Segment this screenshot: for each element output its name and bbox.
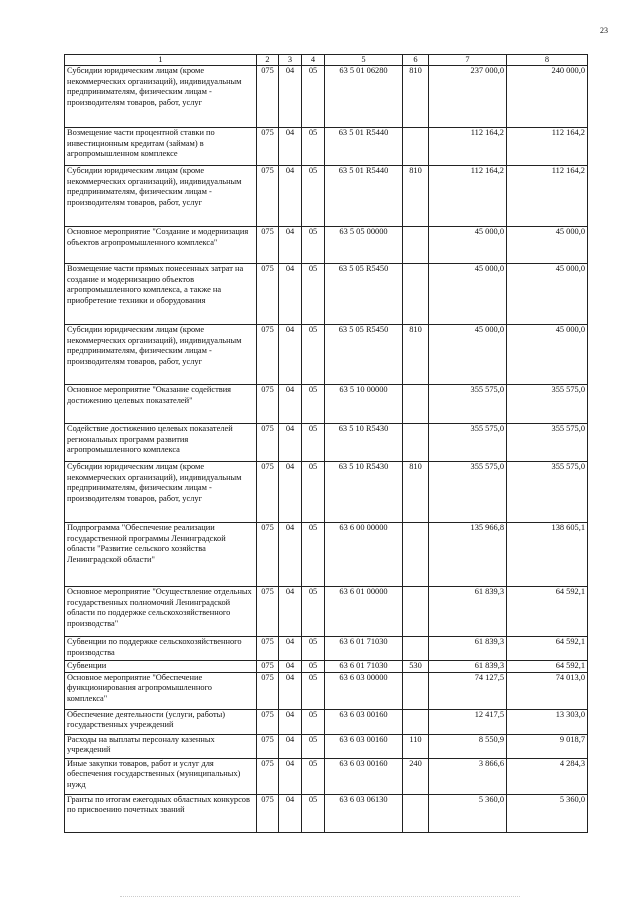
cell-description: Обеспечение деятельности (услуги, работы) государственных учреждений [65,709,257,734]
cell-amount-year-2: 355 575,0 [507,424,588,462]
cell-target-article: 63 5 10 00000 [325,385,403,424]
cell-amount-year-1: 45 000,0 [429,227,507,264]
cell-expense-type: 240 [403,758,429,794]
cell-section: 04 [279,385,302,424]
table-row [65,66,588,128]
cell-expense-type [403,128,429,166]
cell-amount-year-2: 355 575,0 [507,385,588,424]
header-col-8: 8 [507,55,588,66]
cell-subsection: 05 [302,264,325,325]
cell-amount-year-1: 355 575,0 [429,462,507,523]
cell-target-article: 63 6 03 06130 [325,794,403,832]
table-row [65,462,588,523]
cell-expense-type: 810 [403,166,429,227]
cell-section: 04 [279,166,302,227]
cell-amount-year-1: 74 127,5 [429,672,507,709]
header-col-4: 4 [302,55,325,66]
cell-expense-type [403,227,429,264]
cell-section: 04 [279,672,302,709]
scan-artifact-line [120,896,520,898]
cell-section: 04 [279,734,302,758]
cell-amount-year-2: 45 000,0 [507,325,588,385]
cell-expense-type: 810 [403,325,429,385]
cell-ministry-code: 075 [257,672,279,709]
table-row [65,325,588,385]
cell-amount-year-1: 8 550,9 [429,734,507,758]
cell-description: Содействие достижению целевых показателей региональных программ развития агропромышленного комплекса [65,424,257,462]
cell-ministry-code: 075 [257,709,279,734]
cell-target-article: 63 5 05 R5450 [325,264,403,325]
cell-ministry-code: 075 [257,227,279,264]
cell-section: 04 [279,128,302,166]
cell-amount-year-1: 61 839,3 [429,587,507,637]
cell-section: 04 [279,637,302,661]
cell-expense-type [403,637,429,661]
cell-amount-year-2: 64 592,1 [507,661,588,673]
cell-subsection: 05 [302,709,325,734]
cell-subsection: 05 [302,794,325,832]
cell-expense-type [403,709,429,734]
cell-section: 04 [279,325,302,385]
cell-description: Субсидии юридическим лицам (кроме некоммерческих организаций), индивидуальным предпринимателям, физическим лицам - производителям товаров, работ, услуг [65,166,257,227]
cell-target-article: 63 5 05 R5450 [325,325,403,385]
cell-amount-year-1: 12 417,5 [429,709,507,734]
cell-description: Подпрограмма "Обеспечение реализации государственной программы Ленинградской области "Развитие сельского хозяйства Ленинградской области" [65,523,257,587]
cell-section: 04 [279,227,302,264]
table-row [65,128,588,166]
table-row [65,385,588,424]
cell-subsection: 05 [302,661,325,673]
cell-ministry-code: 075 [257,758,279,794]
cell-amount-year-2: 64 592,1 [507,637,588,661]
header-col-3: 3 [279,55,302,66]
cell-amount-year-1: 112 164,2 [429,166,507,227]
page-number: 23 [600,26,608,35]
cell-target-article: 63 5 10 R5430 [325,462,403,523]
cell-subsection: 05 [302,637,325,661]
cell-ministry-code: 075 [257,661,279,673]
table-row [65,672,588,709]
cell-subsection: 05 [302,587,325,637]
cell-subsection: 05 [302,672,325,709]
cell-section: 04 [279,462,302,523]
cell-description: Возмещение части прямых понесенных затрат на создание и модернизацию объектов агропромышленного комплекса, а также на приобретение техники и оборудования [65,264,257,325]
cell-target-article: 63 6 03 00000 [325,672,403,709]
cell-target-article: 63 5 05 00000 [325,227,403,264]
cell-amount-year-2: 4 284,3 [507,758,588,794]
cell-expense-type [403,672,429,709]
table-row [65,424,588,462]
cell-expense-type: 530 [403,661,429,673]
cell-target-article: 63 6 00 00000 [325,523,403,587]
cell-amount-year-2: 240 000,0 [507,66,588,128]
cell-ministry-code: 075 [257,794,279,832]
cell-amount-year-2: 45 000,0 [507,264,588,325]
header-col-5: 5 [325,55,403,66]
cell-description: Основное мероприятие "Обеспечение функционирования агропромышленного комплекса" [65,672,257,709]
cell-description: Основное мероприятие "Оказание содействия достижению целевых показателей" [65,385,257,424]
cell-amount-year-2: 112 164,2 [507,166,588,227]
table-row [65,758,588,794]
cell-amount-year-1: 112 164,2 [429,128,507,166]
cell-target-article: 63 6 01 71030 [325,637,403,661]
header-col-6: 6 [403,55,429,66]
cell-amount-year-2: 112 164,2 [507,128,588,166]
cell-subsection: 05 [302,424,325,462]
cell-amount-year-1: 45 000,0 [429,264,507,325]
cell-section: 04 [279,66,302,128]
cell-expense-type [403,794,429,832]
cell-expense-type: 810 [403,66,429,128]
cell-section: 04 [279,424,302,462]
cell-amount-year-1: 61 839,3 [429,661,507,673]
cell-subsection: 05 [302,166,325,227]
table-row [65,587,588,637]
cell-expense-type [403,587,429,637]
budget-table [64,54,588,833]
cell-amount-year-2: 45 000,0 [507,227,588,264]
table-row [65,523,588,587]
cell-subsection: 05 [302,385,325,424]
cell-target-article: 63 6 03 00160 [325,734,403,758]
cell-expense-type [403,385,429,424]
cell-amount-year-1: 3 866,6 [429,758,507,794]
cell-target-article: 63 5 01 06280 [325,66,403,128]
cell-amount-year-2: 138 605,1 [507,523,588,587]
table-row [65,734,588,758]
header-col-7: 7 [429,55,507,66]
cell-ministry-code: 075 [257,462,279,523]
cell-subsection: 05 [302,227,325,264]
cell-subsection: 05 [302,523,325,587]
cell-ministry-code: 075 [257,587,279,637]
cell-subsection: 05 [302,734,325,758]
cell-amount-year-2: 355 575,0 [507,462,588,523]
cell-section: 04 [279,264,302,325]
table-row [65,661,588,673]
cell-subsection: 05 [302,128,325,166]
cell-amount-year-1: 135 966,8 [429,523,507,587]
cell-description: Основное мероприятие "Создание и модернизация объектов агропромышленного комплекса" [65,227,257,264]
cell-section: 04 [279,661,302,673]
cell-target-article: 63 6 01 00000 [325,587,403,637]
header-col-1: 1 [65,55,257,66]
cell-expense-type [403,523,429,587]
cell-subsection: 05 [302,66,325,128]
table-row [65,637,588,661]
cell-amount-year-2: 9 018,7 [507,734,588,758]
cell-description: Субсидии юридическим лицам (кроме некоммерческих организаций), индивидуальным предпринимателям, физическим лицам - производителям товаров, работ, услуг [65,462,257,523]
cell-expense-type: 110 [403,734,429,758]
cell-ministry-code: 075 [257,66,279,128]
cell-ministry-code: 075 [257,734,279,758]
cell-section: 04 [279,523,302,587]
cell-amount-year-1: 237 000,0 [429,66,507,128]
cell-description: Субсидии юридическим лицам (кроме некоммерческих организаций), индивидуальным предпринимателям, физическим лицам - производителям товаров, работ, услуг [65,325,257,385]
cell-amount-year-2: 5 360,0 [507,794,588,832]
cell-description: Субвенции [65,661,257,673]
cell-target-article: 63 5 01 R5440 [325,166,403,227]
cell-ministry-code: 075 [257,637,279,661]
cell-ministry-code: 075 [257,325,279,385]
cell-target-article: 63 5 10 R5430 [325,424,403,462]
header-row [65,55,588,66]
cell-ministry-code: 075 [257,128,279,166]
cell-section: 04 [279,587,302,637]
cell-subsection: 05 [302,462,325,523]
cell-description: Расходы на выплаты персоналу казенных учреждений [65,734,257,758]
header-col-2: 2 [257,55,279,66]
cell-amount-year-2: 64 592,1 [507,587,588,637]
cell-description: Гранты по итогам ежегодных областных конкурсов по присвоению почетных званий [65,794,257,832]
cell-expense-type [403,264,429,325]
cell-ministry-code: 075 [257,264,279,325]
cell-amount-year-1: 355 575,0 [429,385,507,424]
cell-ministry-code: 075 [257,166,279,227]
cell-expense-type: 810 [403,462,429,523]
cell-amount-year-1: 355 575,0 [429,424,507,462]
table-row [65,794,588,832]
cell-ministry-code: 075 [257,523,279,587]
cell-ministry-code: 075 [257,385,279,424]
table-row [65,166,588,227]
table-row [65,227,588,264]
table-row [65,264,588,325]
cell-section: 04 [279,709,302,734]
cell-target-article: 63 6 03 00160 [325,758,403,794]
cell-amount-year-1: 5 360,0 [429,794,507,832]
cell-section: 04 [279,758,302,794]
table-row [65,709,588,734]
cell-description: Субсидии юридическим лицам (кроме некоммерческих организаций), индивидуальным предпринимателям, физическим лицам - производителям товаров, работ, услуг [65,66,257,128]
cell-target-article: 63 5 01 R5440 [325,128,403,166]
cell-subsection: 05 [302,325,325,385]
cell-expense-type [403,424,429,462]
cell-amount-year-1: 61 839,3 [429,637,507,661]
cell-amount-year-2: 13 303,0 [507,709,588,734]
cell-section: 04 [279,794,302,832]
cell-target-article: 63 6 01 71030 [325,661,403,673]
cell-target-article: 63 6 03 00160 [325,709,403,734]
cell-description: Возмещение части процентной ставки по инвестиционным кредитам (займам) в агропромышленном комплексе [65,128,257,166]
cell-amount-year-2: 74 013,0 [507,672,588,709]
cell-description: Субвенции по поддержке сельскохозяйственного производства [65,637,257,661]
cell-subsection: 05 [302,758,325,794]
cell-amount-year-1: 45 000,0 [429,325,507,385]
cell-description: Иные закупки товаров, работ и услуг для обеспечения государственных (муниципальных) нужд [65,758,257,794]
cell-ministry-code: 075 [257,424,279,462]
cell-description: Основное мероприятие "Осуществление отдельных государственных полномочий Ленинградской области по поддержке сельскохозяйственного производства" [65,587,257,637]
